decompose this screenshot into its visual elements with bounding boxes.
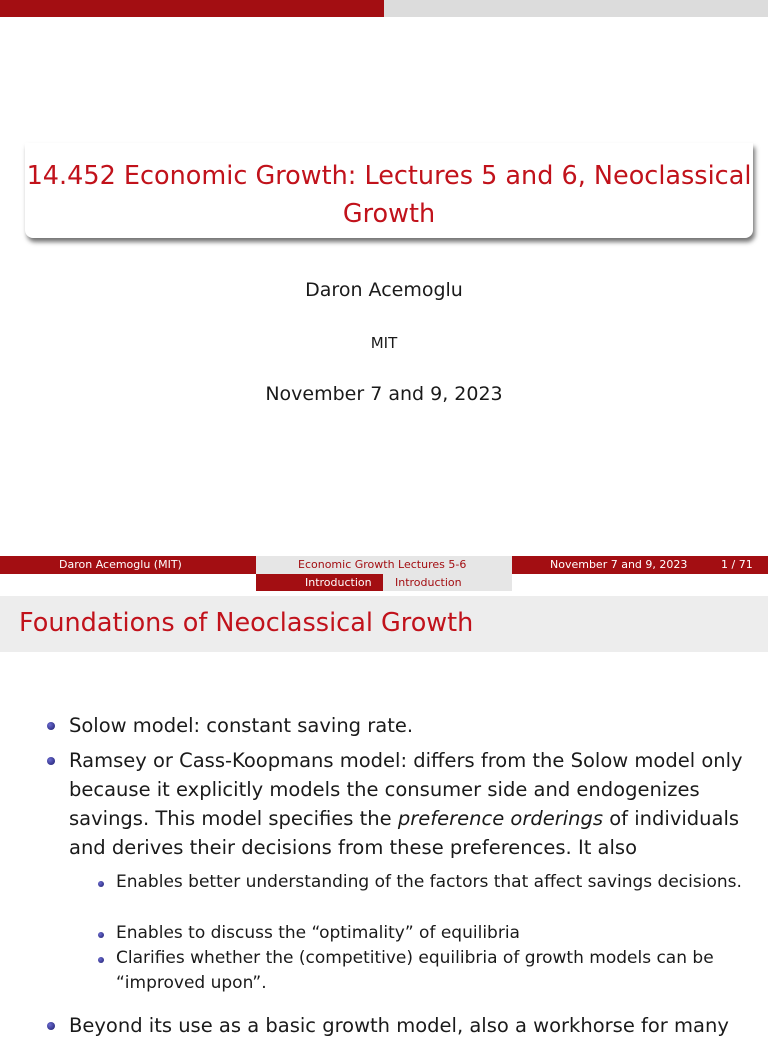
footer-course: Economic Growth Lectures 5-6 bbox=[298, 558, 467, 571]
nav-subsection-label: Introduction bbox=[395, 576, 462, 589]
sub-bullet-item: Clarifies whether the (competitive) equilibria of growth models can be “improved upon”. bbox=[116, 948, 714, 993]
bullet-icon bbox=[47, 1022, 55, 1030]
top-bar-right bbox=[384, 0, 768, 17]
slide-title: Foundations of Neoclassical Growth bbox=[19, 608, 474, 638]
top-progress-bar bbox=[0, 0, 768, 17]
sub-bullet-item: Enables better understanding of the factors that affect savings decisions. bbox=[116, 872, 742, 892]
footer-date: November 7 and 9, 2023 bbox=[550, 558, 688, 571]
bullet-text: Ramsey or Cass-Koopmans model: differs from the Solow model only because it explicitly models the consumer side and endogenizes savings. This model specifies the bbox=[69, 749, 743, 830]
title-box bbox=[25, 143, 753, 238]
nav-subsection[interactable] bbox=[383, 574, 512, 591]
nav-section[interactable] bbox=[256, 574, 383, 591]
lecture-date: November 7 and 9, 2023 bbox=[265, 383, 503, 405]
institution: MIT bbox=[370, 334, 398, 352]
sub-bullet-icon bbox=[98, 881, 104, 887]
bullet-icon bbox=[47, 757, 55, 765]
footer-course-cell bbox=[256, 556, 512, 574]
bullet-item bbox=[69, 746, 759, 862]
bullet-item: Beyond its use as a basic growth model, also a workhorse for many bbox=[69, 1014, 729, 1037]
footer-author-cell bbox=[0, 556, 256, 574]
nav-section-label: Introduction bbox=[305, 576, 372, 589]
author-name: Daron Acemoglu bbox=[305, 279, 463, 301]
emphasis-text: preference orderings bbox=[397, 807, 604, 830]
sub-bullet-item: Enables to discuss the “optimality” of equilibria bbox=[116, 923, 520, 943]
bullet-text-cont: of individuals and derives their decisions from these preferences. It also bbox=[69, 807, 740, 859]
footer-date-cell bbox=[512, 556, 768, 574]
lecture-title: 14.452 Economic Growth: Lectures 5 and 6, Neoclassical Growth bbox=[26, 161, 752, 229]
sub-bullet-icon bbox=[98, 957, 104, 963]
top-bar-left bbox=[0, 0, 384, 17]
frame-title-bar bbox=[0, 596, 768, 652]
footer-page-number: 1 / 71 bbox=[721, 558, 753, 571]
bullet-item: Solow model: constant saving rate. bbox=[69, 714, 414, 737]
footer-author: Daron Acemoglu (MIT) bbox=[59, 558, 182, 571]
slide-footer bbox=[0, 556, 768, 574]
sub-bullet-icon bbox=[98, 932, 104, 938]
bullet-icon bbox=[47, 722, 55, 730]
